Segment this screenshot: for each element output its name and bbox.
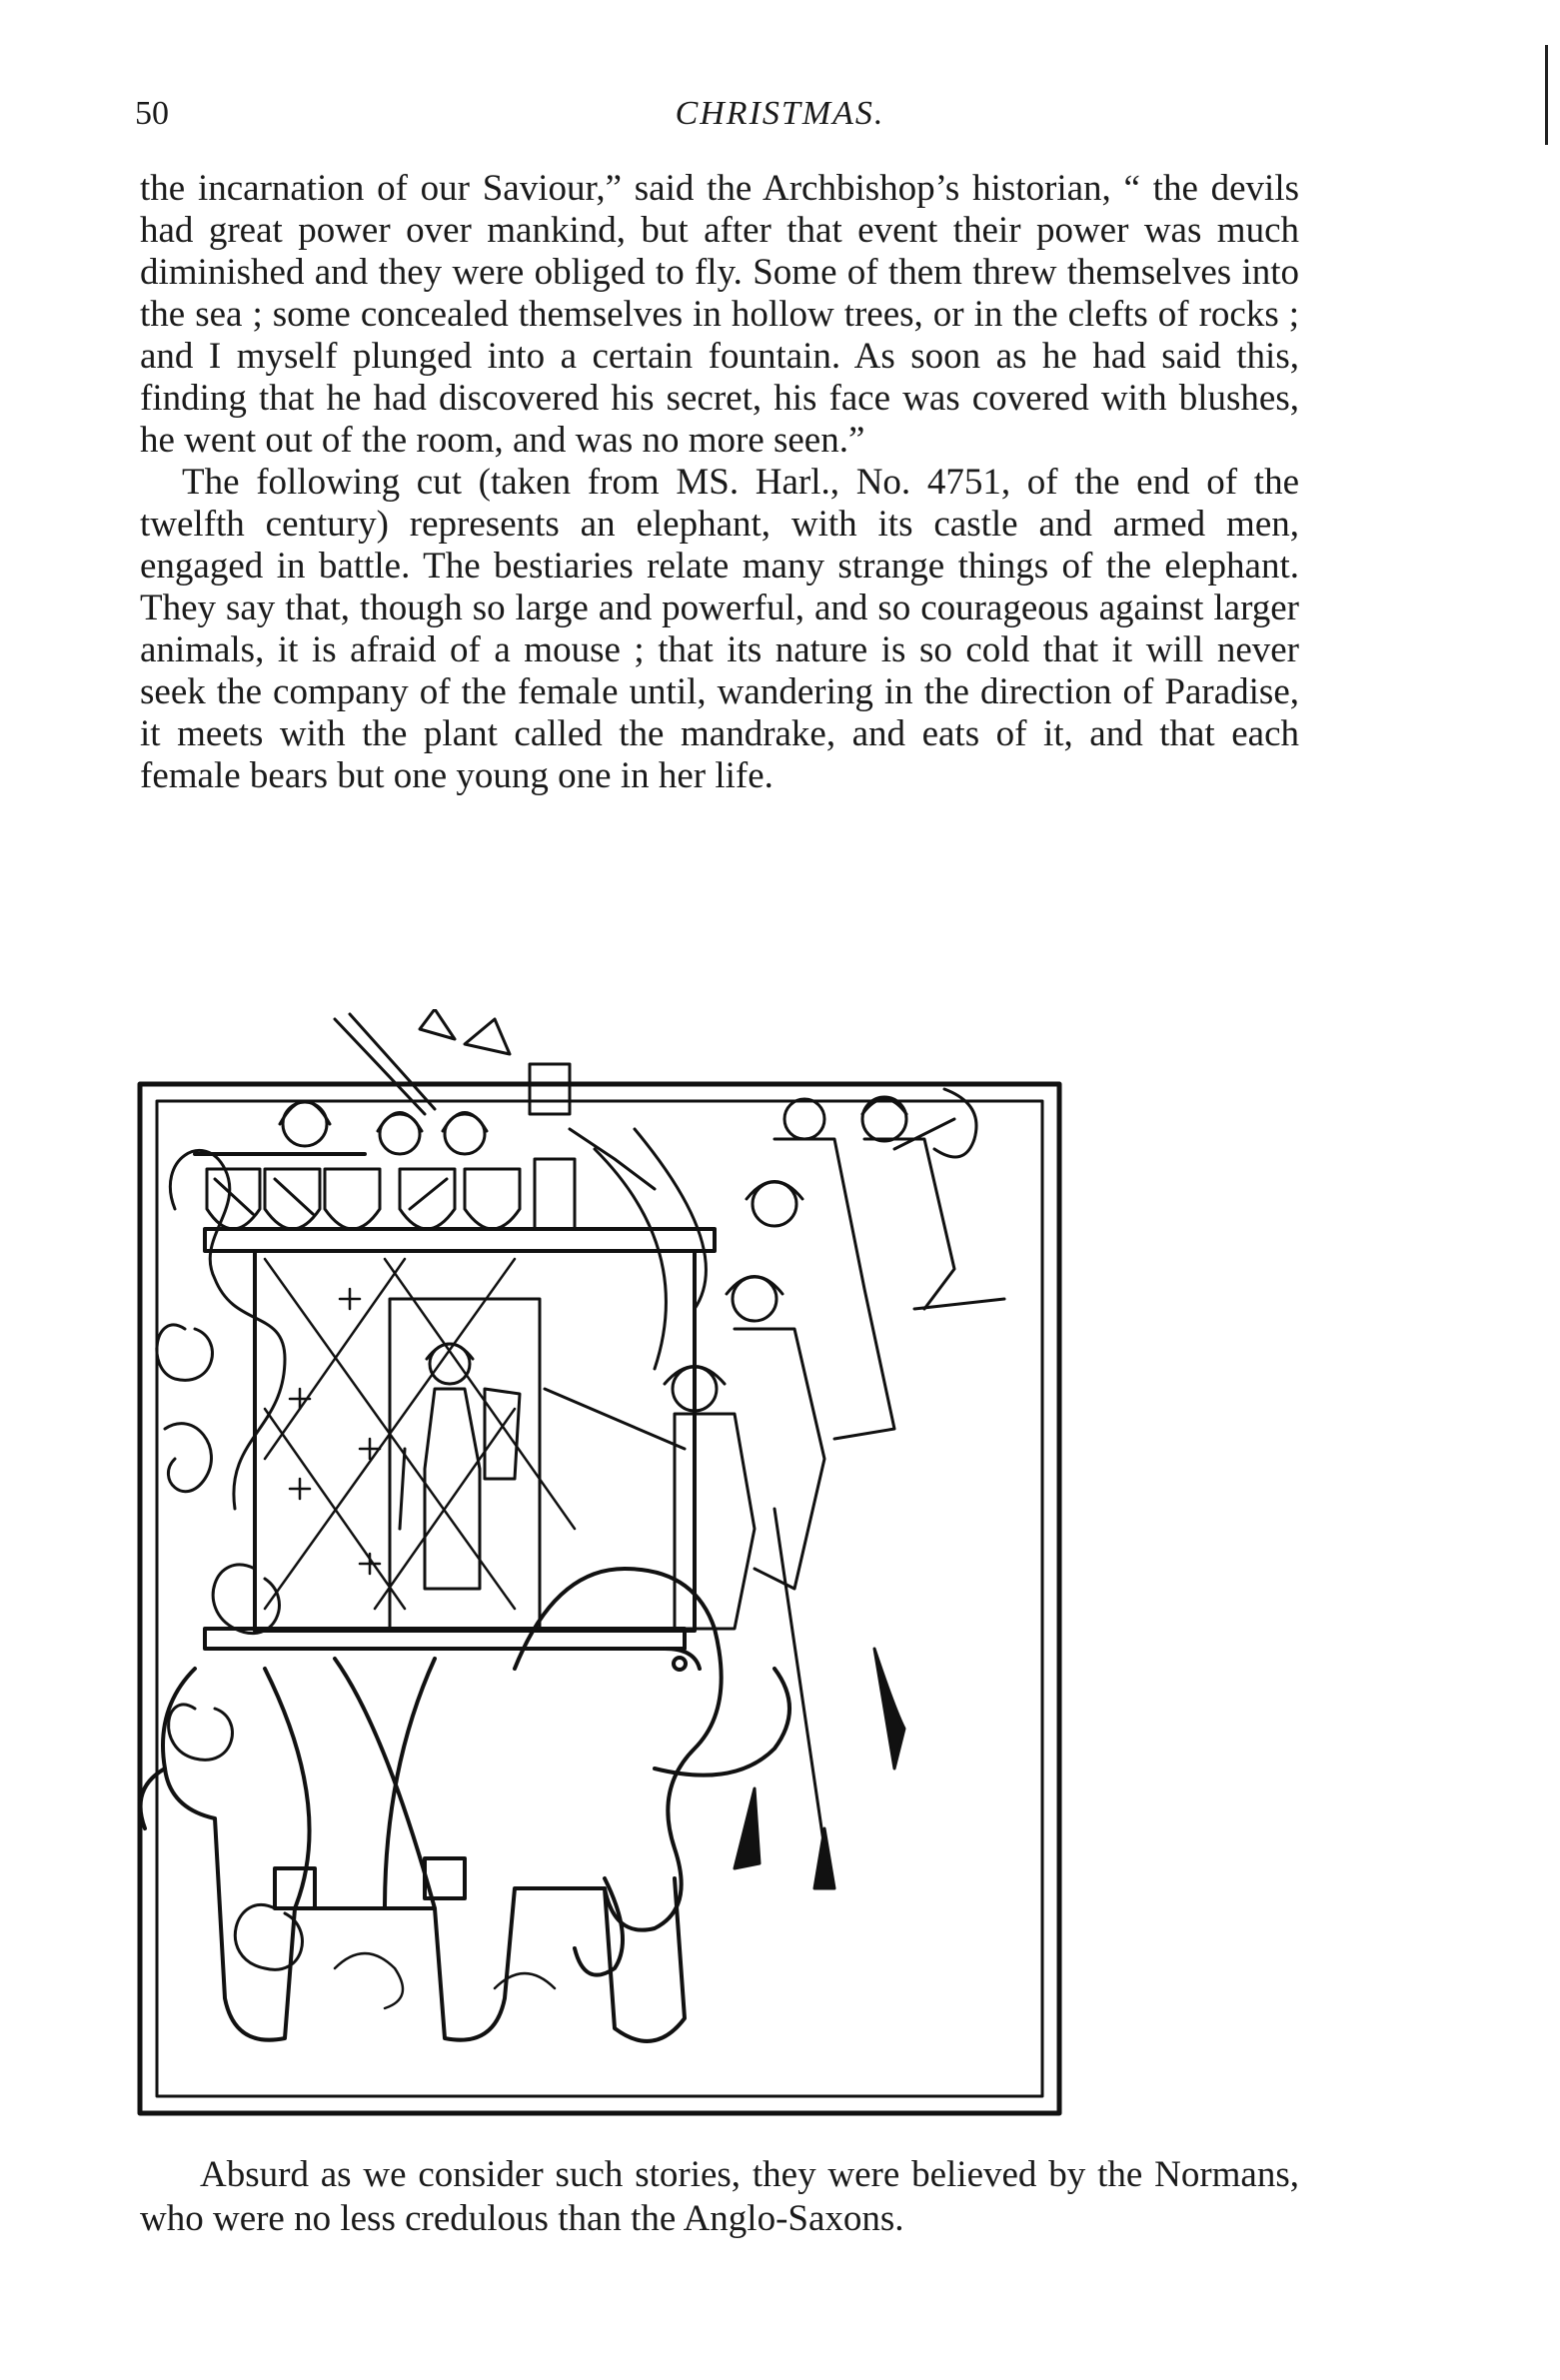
elephant [141, 1569, 790, 2041]
ground-detail [335, 1953, 555, 2008]
page-number: 50 [135, 95, 169, 132]
elephant-castle-illustration [135, 1009, 1334, 2118]
running-title: CHRISTMAS. [675, 95, 885, 132]
door-guard [400, 1344, 520, 1589]
body-text [140, 168, 1299, 797]
shields [207, 1159, 575, 1229]
castle-lattice [265, 1259, 575, 1609]
castle-platform [205, 1229, 715, 1251]
paragraph-2: The following cut (taken from MS. Harl., No. 4751, of the end of the twelfth century) represents an elephant, with its castle and armed men, engaged in battle. The bestiaries relate many strange things of the elephant. They say that, though so large and powerful, and so courageous against larger animals, it is afraid of a mouse ; that its nature is so cold that it will never seek the company of the female until, wandering in the direction of Paradise, it meets with the plant called the mandrake, and eats of it, and that each female bears but one young one in her life. [140, 462, 1299, 796]
page-header [0, 95, 1560, 135]
paragraph-1: the incarnation of our Saviour,” said the Archbishop’s historian, “ the devils had great power over mankind, but after that event their power was much diminished and they were obliged to fly. Some of them threw themselves into the sea ; some concealed themselves in hollow trees, or in the clefts of rocks ; and I myself plunged into a certain fountain. As soon as he had said this, finding that he had discovered his secret, his face was covered with blushes, he went out of the room, and was no more seen.” [140, 168, 1299, 461]
castle-soldiers [195, 1009, 655, 1189]
caption: Absurd as we consider such stories, they were believed by the Normans, who were no less credulous than the Anglo-Saxons. [140, 2154, 1299, 2239]
archers [545, 1089, 1004, 1888]
foliage-left [157, 1150, 303, 1969]
